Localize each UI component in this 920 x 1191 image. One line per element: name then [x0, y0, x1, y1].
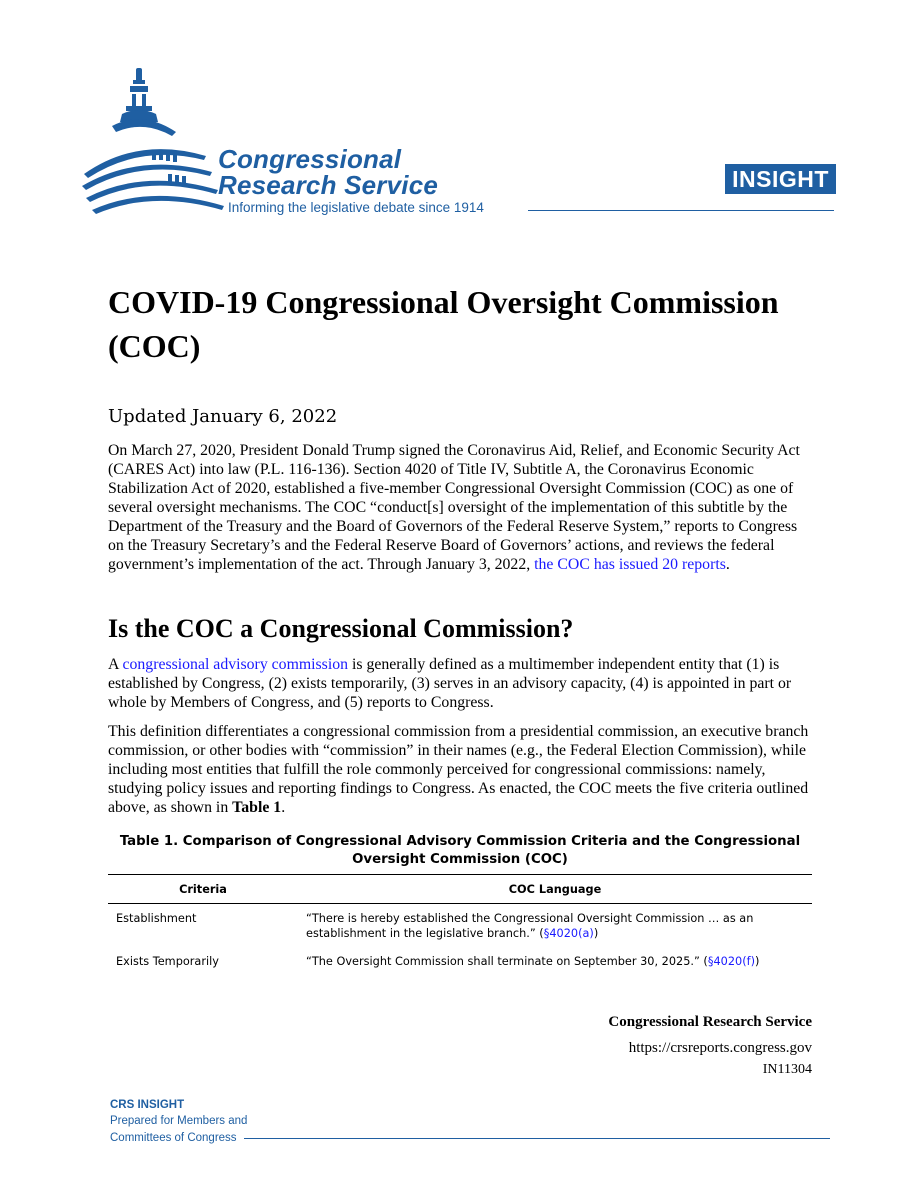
page-title: COVID-19 Congressional Oversight Commission (COC): [108, 284, 779, 364]
insight-badge: INSIGHT: [725, 164, 836, 194]
prepared-for-line1: Prepared for Members and: [110, 1115, 248, 1127]
table-row: [108, 904, 812, 948]
differentiation-text: This definition differentiates a congressional commission from a presidential commission, an executive branch commission, or other bodies with “commission” in their names (e.g., the Federal Election Commission), while including most entities that fulfill the role commonly perceived for congressional commissions: namely, studying policy issues and reporting findings to Congress. As enacted, the COC meets the five criteria outlined above, as shown in: [108, 723, 809, 816]
differentiation-end: .: [281, 799, 286, 816]
section-heading: Is the COC a Congressional Commission?: [108, 614, 574, 643]
advisory-commission-link[interactable]: congressional advisory commission: [122, 656, 349, 673]
citation-link[interactable]: §4020(f): [707, 955, 756, 968]
footer-rule: [244, 1138, 830, 1139]
column-header-criteria: Criteria: [108, 875, 298, 904]
citation-close: ): [755, 955, 760, 968]
criteria-cell: Establishment: [116, 912, 197, 925]
table-header-row: [108, 875, 812, 904]
crs-insight-label: CRS INSIGHT: [110, 1099, 185, 1111]
citation-link[interactable]: §4020(a): [543, 927, 594, 940]
definition-start: A: [108, 656, 123, 673]
updated-date: Updated January 6, 2022: [108, 406, 338, 427]
footer-url: https://crsreports.congress.gov: [628, 1040, 812, 1056]
footer-organization: Congressional Research Service: [608, 1014, 812, 1030]
criteria-table: [108, 874, 812, 975]
brand-name-line1: Congressional: [218, 144, 402, 174]
definition-rest: is generally defined as a multimember independent entity that (1) is established by Congress, (2) exists temporarily, (3) serves in an advisory capacity, (4) is appointed in part or whole by Members of Congress, and (5) reports to Congress.: [108, 656, 792, 711]
report-id: IN11304: [762, 1062, 812, 1077]
intro-end: .: [725, 556, 730, 573]
coc-quote: “The Oversight Commission shall terminate on September 30, 2025.” (: [306, 955, 708, 968]
coc-reports-link[interactable]: the COC has issued 20 reports: [534, 556, 726, 573]
prepared-for-line2: Committees of Congress: [110, 1132, 237, 1144]
differentiation-paragraph: [108, 722, 814, 817]
table-row: [108, 947, 812, 975]
header-rule: [528, 210, 834, 211]
table-reference: Table 1: [232, 799, 282, 816]
brand-tagline: Informing the legislative debate since 1914: [228, 200, 484, 215]
coc-quote: “There is hereby established the Congressional Oversight Commission … as an establishment in the legislative branch.” (: [306, 912, 754, 940]
column-header-coc-language: COC Language: [298, 875, 812, 904]
intro-paragraph: [108, 441, 814, 574]
capitol-dome-logo-icon: [78, 66, 228, 216]
brand-name-line2: Research Service: [218, 170, 439, 200]
intro-text: On March 27, 2020, President Donald Trump signed the Coronavirus Aid, Relief, and Economic Security Act (CARES Act) into law (P.L. 116-136). Section 4020 of Title IV, Subtitle A, the Coronavirus Economic Stabilization Act of 2020, established a five-member Congressional Oversight Commission (COC) as one of several oversight mechanisms. The COC “conduct[s] oversight of the implementation of this subtitle by the Department of the Treasury and the Board of Governors of the Federal Reserve System,” reports to Congress on the Treasury Secretary’s and the Federal Reserve Board of Governors’ actions, and reviews the federal government’s implementation of the act. Through January 3, 2022,: [108, 442, 800, 573]
criteria-cell: Exists Temporarily: [116, 955, 219, 968]
coc-language-cell: [298, 904, 812, 948]
definition-paragraph: [108, 655, 814, 712]
table-caption: Table 1. Comparison of Congressional Advisory Commission Criteria and the Congressional Oversight Commission (COC): [119, 834, 801, 867]
coc-language-cell: [298, 947, 812, 975]
citation-close: ): [593, 927, 599, 940]
